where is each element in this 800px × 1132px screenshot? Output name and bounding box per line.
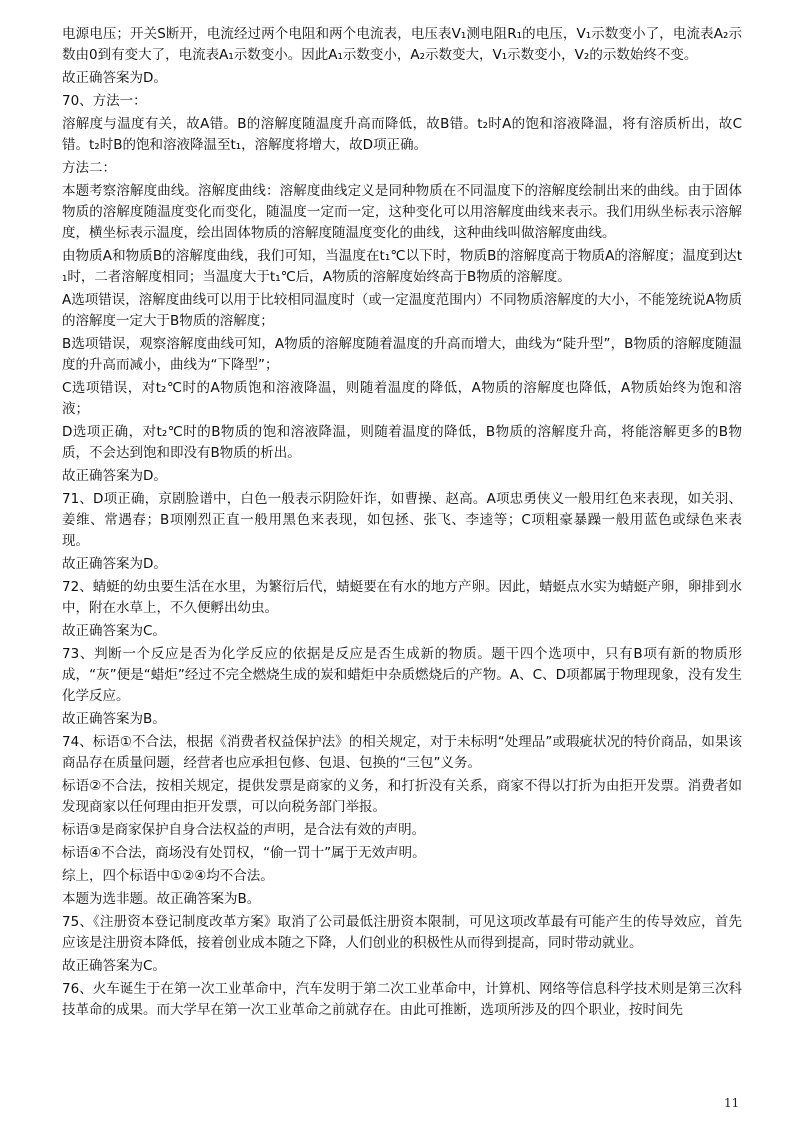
answer-line: 故正确答案为C。 xyxy=(62,623,166,639)
paragraph: 溶解度与温度有关，故A错。B的溶解度随温度升高而降低，故B错。t₂时A的饱和溶液降温，将有溶质析出，故C错。t₂时B的饱和溶液降温至t₁，溶解度将增大，故D项正确。 xyxy=(62,116,742,153)
paragraph: A选项错误，溶解度曲线可以用于比较相同温度时（或一定温度范围内）不同物质溶解度的大小，不能笼统说A物质的溶解度一定大于B物质的溶解度； xyxy=(62,292,742,329)
paragraph: 71、D项正确，京剧脸谱中，白色一般表示阴险奸诈，如曹操、赵高。A项忠勇侠义一般用红色来表现，如关羽、姜维、常遇春；B项刚烈正直一般用黑色来表现，如包拯、张飞、李逵等；C项粗豪暴躁一般用蓝色或绿色来表现。 xyxy=(62,491,742,549)
paragraph: 本题考察溶解度曲线。溶解度曲线：溶解度曲线定义是同种物质在不同温度下的溶解度绘制出来的曲线。由于固体物质的溶解度随温度变化而变化，随温度一定而一定，这种变化可以用溶解度曲线来表示。我们用纵坐标表示溶解度，横坐标表示温度，绘出固体物质的溶解度随温度变化的曲线，这种曲线叫做溶解度曲线。 xyxy=(62,183,742,241)
paragraph: 综上，四个标语中①②④均不合法。 xyxy=(62,868,274,884)
answer-line: 故正确答案为D。 xyxy=(62,70,167,86)
answer-line: 故正确答案为C。 xyxy=(62,958,166,974)
paragraph: D选项正确，对t₂℃时的B物质的饱和溶液降温，则随着温度的降低，B物质的溶解度升高，将能溶解更多的B物质，不会达到饱和即没有B物质的析出。 xyxy=(62,424,742,461)
paragraph: 标语②不合法，按相关规定，提供发票是商家的义务，和打折没有关系，商家不得以打折为由拒开发票。消费者如发现商家以任何理由拒开发票，可以向税务部门举报。 xyxy=(62,778,742,815)
answer-line: 故正确答案为D。 xyxy=(62,468,167,484)
paragraph: 标语③是商家保护自身合法权益的声明，是合法有效的声明。 xyxy=(62,822,426,838)
answer-line: 故正确答案为D。 xyxy=(62,556,167,572)
paragraph: 73、判断一个反应是否为化学反应的依据是反应是否生成新的物质。题干四个选项中，只有B项有新的物质形成，“灰”便是“蜡炬”经过不完全燃烧生成的炭和蜡炬中杂质燃烧后的产物。A、C、D项都属于物理现象，没有发生化学反应。 xyxy=(62,646,742,704)
paragraph: 74、标语①不合法，根据《消费者权益保护法》的相关规定，对于未标明“处理品”或瑕疵状况的特价商品，如果该商品存在质量问题，经营者也应承担包修、包退、包换的“三包”义务。 xyxy=(62,734,742,771)
paragraph: 75、《注册资本登记制度改革方案》取消了公司最低注册资本限制，可见这项改革最有可能产生的传导效应，首先应该是注册资本降低，接着创业成本随之下降，人们创业的积极性从而得到提高，同时带动就业。 xyxy=(62,914,742,951)
paragraph: 76、火车诞生于在第一次工业革命中，汽车发明于第二次工业革命中，计算机、网络等信息科学技术则是第三次科技革命的成果。而大学早在第一次工业革命之前就存在。由此可推断，选项所涉及的四个职业，按时间先 xyxy=(62,981,742,1018)
paragraph: 由物质A和物质B的溶解度曲线，我们可知，当温度在t₁℃以下时，物质B的溶解度高于物质A的溶解度；温度到达t₁时，二者溶解度相同；当温度大于t₁℃后，A物质的溶解度始终高于B物质的溶解度。 xyxy=(62,248,742,285)
answer-explanations xyxy=(62,24,742,1023)
answer-line: 本题为选非题。故正确答案为B。 xyxy=(62,891,261,907)
paragraph: 标语④不合法，商场没有处罚权，“偷一罚十”属于无效声明。 xyxy=(62,845,426,861)
paragraph: B选项错误，观察溶解度曲线可知，A物质的溶解度随着温度的升高而增大，曲线为“陡升型”，B物质的溶解度随温度的升高而减小，曲线为“下降型”； xyxy=(62,336,742,373)
method-heading: 方法二： xyxy=(62,160,116,176)
paragraph: 72、蜻蜓的幼虫要生活在水里，为繁衍后代，蜻蜓要在有水的地方产卵。因此，蜻蜓点水实为蜻蜓产卵，卵排到水中，附在水草上，不久便孵出幼虫。 xyxy=(62,579,742,616)
paragraph: C选项错误，对t₂℃时的A物质饱和溶液降温，则随着温度的降低，A物质的溶解度也降低，A物质始终为饱和溶液； xyxy=(62,380,742,417)
paragraph: 电源电压；开关S断开，电流经过两个电阻和两个电流表，电压表V₁测电阻R₁的电压，V₁示数变小了，电流表A₂示数由0到有变大了，电流表A₁示数变小。因此A₁示数变小，A₂示数变大，V₁示数变小，V₂的示数始终不变。 xyxy=(62,26,742,63)
question-heading: 70、方法一： xyxy=(62,93,147,109)
page-number: 11 xyxy=(724,1096,740,1110)
answer-line: 故正确答案为B。 xyxy=(62,711,166,727)
